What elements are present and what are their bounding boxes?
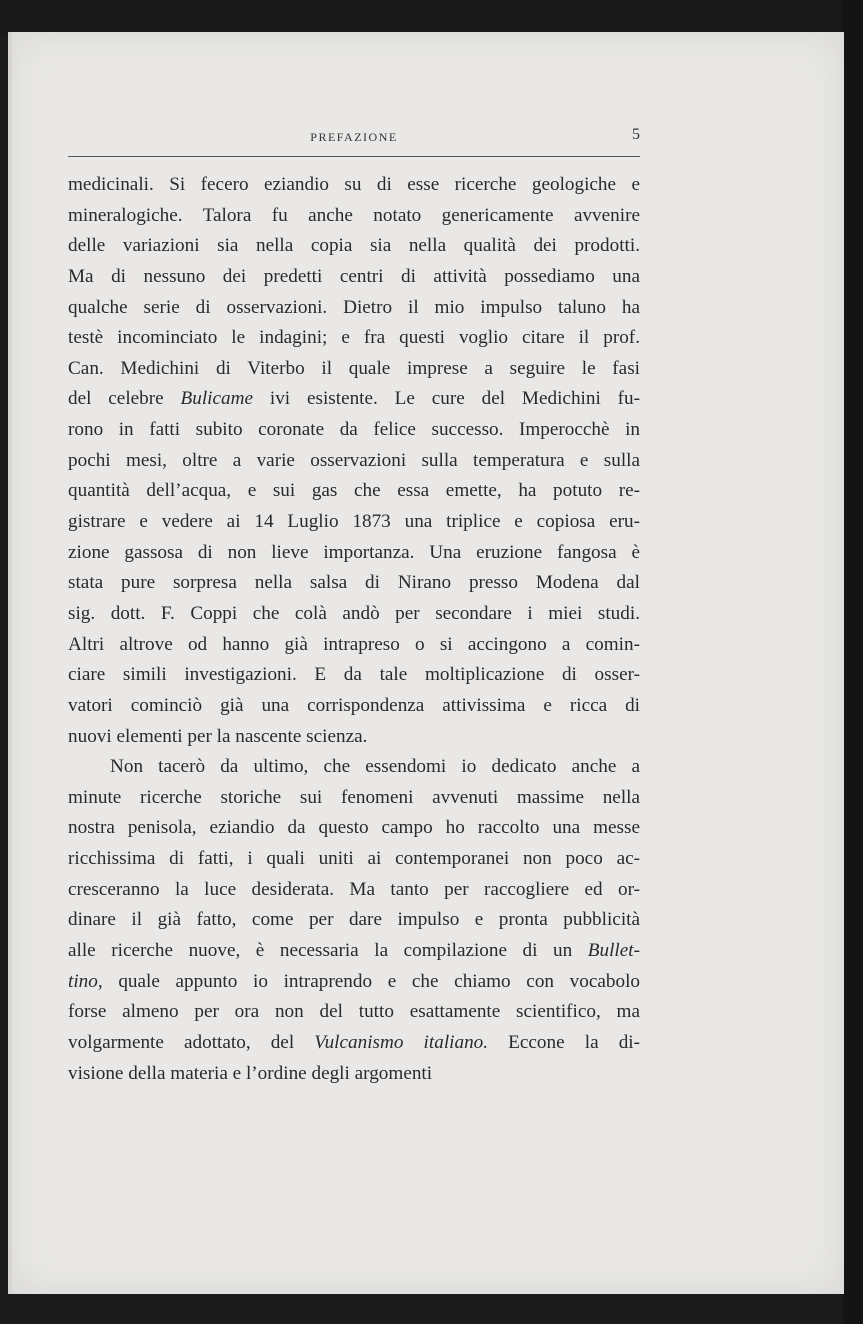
text-line: qualche serie di osservazioni. Dietro il mio impulso taluno ha [68, 296, 640, 318]
text-line: nostra penisola, eziandio da questo campo ho raccolto una messe [68, 817, 640, 839]
text-line: quantità dell’acqua, e sui gas che essa emette, ha potuto re- [68, 480, 640, 502]
page-number: 5 [632, 126, 640, 143]
text-line: Non tacerò da ultimo, che essendomi io dedicato anche a [110, 756, 640, 778]
text-segment: volgarmente adottato, del [68, 1031, 295, 1053]
text-line: rono in fatti subito coronate da felice successo. Imperocchè in [68, 419, 640, 441]
text-line: cresceranno la luce desiderata. Ma tanto per raccogliere ed or- [68, 878, 640, 900]
text-line: nuovi elementi per la nascente scienza. [68, 725, 368, 747]
text-segment: Eccone la di- [508, 1031, 641, 1053]
italic-term: tino, [68, 970, 103, 992]
text-line: mineralogiche. Talora fu anche notato genericamente avvenire [68, 204, 640, 226]
italic-term: Bulicame [180, 388, 253, 410]
scan-right-border [843, 0, 863, 1324]
text-line: minute ricerche storiche sui fenomeni avvenuti massime nella [68, 786, 640, 808]
text-segment: ivi esistente. Le cure del Medichini fu- [269, 388, 641, 410]
text-line: Can. Medichini di Viterbo il quale imprese a seguire le fasi [68, 357, 640, 379]
text-line: ricchissima di fatti, i quali uniti ai contemporanei non poco ac- [68, 848, 640, 870]
text-line: Altri altrove od hanno già intrapreso o si accingono a comin- [68, 633, 640, 655]
text-line: vatori cominciò già una corrispondenza attivissima e ricca di [68, 694, 640, 716]
text-line: ciare simili investigazioni. E da tale moltiplicazione di osser- [68, 664, 640, 686]
text-line: zione gassosa di non lieve importanza. Una eruzione fangosa è [68, 541, 640, 563]
text-segment: del celebre [68, 388, 164, 410]
text-line [68, 936, 640, 967]
text-line: gistrare e vedere ai 14 Luglio 1873 una triplice e copiosa eru- [68, 511, 640, 533]
header-rule [68, 156, 640, 157]
text-segment: alle ricerche nuove, è necessaria la compilazione di un [68, 940, 573, 962]
italic-term: Bullet- [587, 940, 640, 962]
text-line: testè incominciato le indagini; e fra questi voglio citare il prof. [68, 327, 640, 349]
italic-term: Vulcanismo italiano. [314, 1031, 489, 1053]
text-line: visione della materia e l’ordine degli argomenti [68, 1062, 433, 1084]
text-line: delle variazioni sia nella copia sia nella qualità dei prodotti. [68, 235, 640, 257]
body-text [68, 170, 640, 1089]
text-line: pochi mesi, oltre a varie osservazioni sulla temperatura e sulla [68, 449, 640, 471]
text-line: forse almeno per ora non del tutto esattamente scientifico, ma [68, 1001, 640, 1023]
text-line: sig. dott. F. Coppi che colà andò per secondare i miei studi. [68, 602, 640, 624]
running-title: PREFAZIONE [310, 130, 398, 144]
text-segment: quale appunto io intraprendo e che chiamo con vocabolo [118, 970, 641, 992]
text-line: stata pure sorpresa nella salsa di Nirano presso Modena dal [68, 572, 640, 594]
text-line: Ma di nessuno dei predetti centri di attività possediamo una [68, 265, 640, 287]
text-line [68, 1028, 640, 1059]
text-line: medicinali. Si fecero eziandio su di esse ricerche geologiche e [68, 174, 640, 195]
page-header [68, 126, 640, 152]
text-line: dinare il già fatto, come per dare impulso e pronta pubblicità [68, 909, 640, 931]
text-line [68, 967, 640, 998]
page-edge [8, 32, 12, 1294]
scan-top-border [0, 0, 863, 34]
text-line [68, 384, 640, 415]
